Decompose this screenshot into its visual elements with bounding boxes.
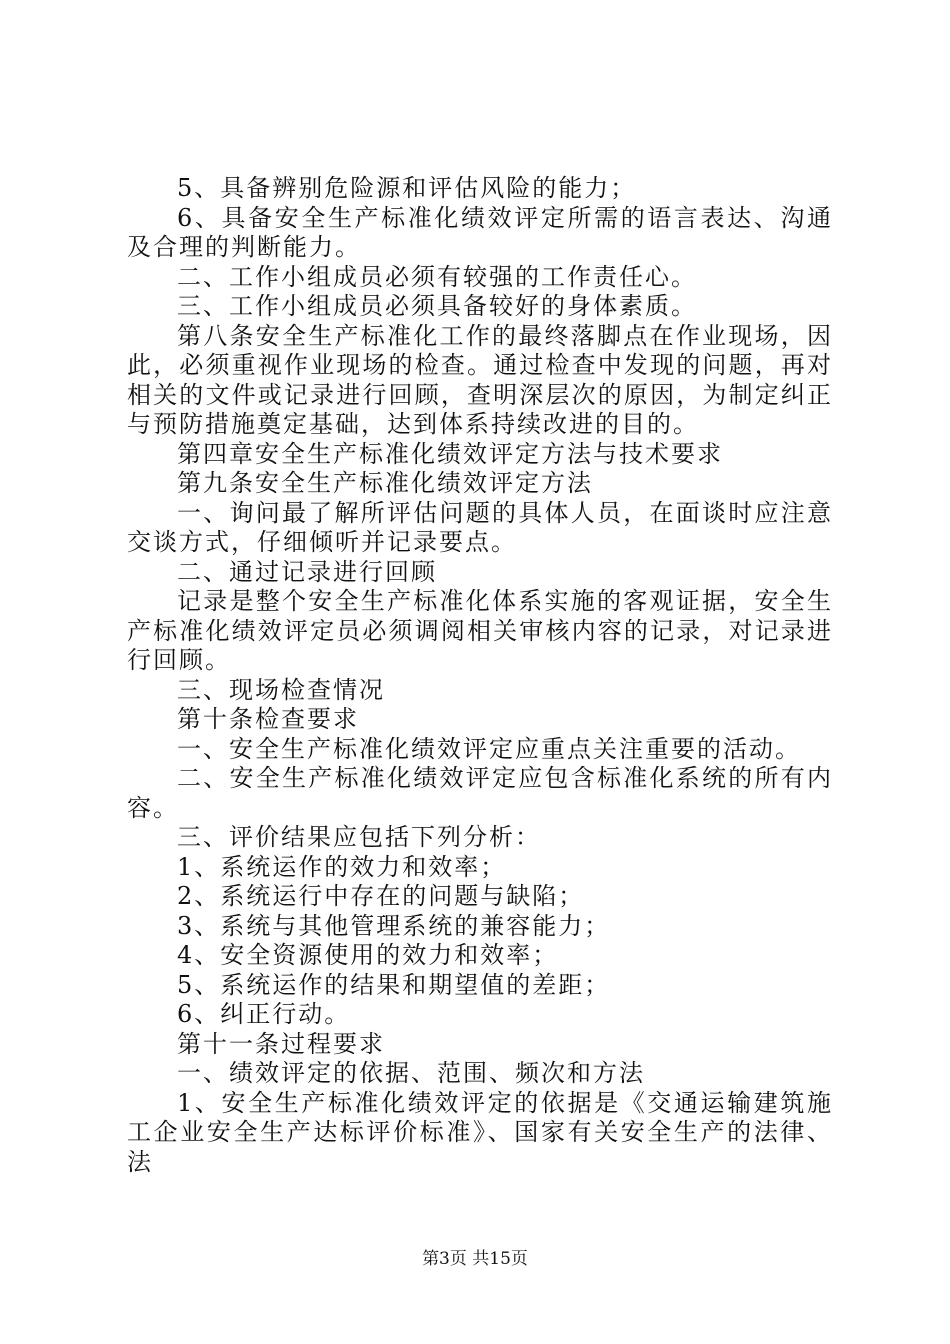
paragraph: 一、询问最了解所评估问题的具体人员，在面谈时应注意交谈方式，仔细倾听并记录要点。 xyxy=(127,498,833,556)
paragraph: 二、工作小组成员必须有较强的工作责任心。 xyxy=(177,262,697,291)
paragraph: 三、评价结果应包括下列分析： xyxy=(177,823,541,851)
list-item: 3、系统与其他管理系统的兼容能力； xyxy=(177,911,611,940)
list-item: 1、系统运作的效力和效率； xyxy=(177,852,507,881)
paragraph: 1、安全生产标准化绩效评定的依据是《交通运输建筑施工企业安全生产达标评价标准》、国家有关安全生产的法律、法 xyxy=(127,1088,833,1176)
chapter-heading: 第四章安全生产标准化绩效评定方法与技术要求 xyxy=(177,439,723,468)
paragraph: 5、具备辨别危险源和评估风险的能力； xyxy=(177,174,637,202)
paragraph: 三、现场检查情况 xyxy=(177,675,385,704)
article-heading: 第九条安全生产标准化绩效评定方法 xyxy=(177,469,593,497)
page-footer: 第3页 共15页 xyxy=(422,1249,528,1269)
list-item: 5、系统运作的结果和期望值的差距； xyxy=(177,970,611,999)
paragraph: 二、安全生产标准化绩效评定应包含标准化系统的所有内容。 xyxy=(127,764,833,822)
paragraph: 第八条安全生产标准化工作的最终落脚点在作业现场，因此，必须重视作业现场的检查。通过检查中发现的问题，再对相关的文件或记录进行回顾，查明深层次的原因，为制定纠正与预防措施奠定基础，达到体系持续改进的目的。 xyxy=(127,321,833,438)
paragraph: 6、具备安全生产标准化绩效评定所需的语言表达、沟通及合理的判断能力。 xyxy=(127,203,833,261)
list-item: 4、安全资源使用的效力和效率； xyxy=(177,941,559,969)
paragraph: 记录是整个安全生产标准化体系实施的客观证据，安全生产标准化绩效评定员必须调阅相关审核内容的记录，对记录进行回顾。 xyxy=(127,587,833,674)
paragraph: 三、工作小组成员必须具备较好的身体素质。 xyxy=(177,292,697,320)
paragraph: 一、绩效评定的依据、范围、频次和方法 xyxy=(177,1059,645,1087)
paragraph: 二、通过记录进行回顾 xyxy=(177,557,437,586)
body-text xyxy=(127,174,833,1177)
article-heading: 第十一条过程要求 xyxy=(177,1029,385,1058)
list-item: 6、纠正行动。 xyxy=(177,1000,351,1028)
list-item: 2、系统运行中存在的问题与缺陷； xyxy=(177,882,585,910)
article-heading: 第十条检查要求 xyxy=(177,705,359,733)
paragraph: 一、安全生产标准化绩效评定应重点关注重要的活动。 xyxy=(177,734,801,763)
